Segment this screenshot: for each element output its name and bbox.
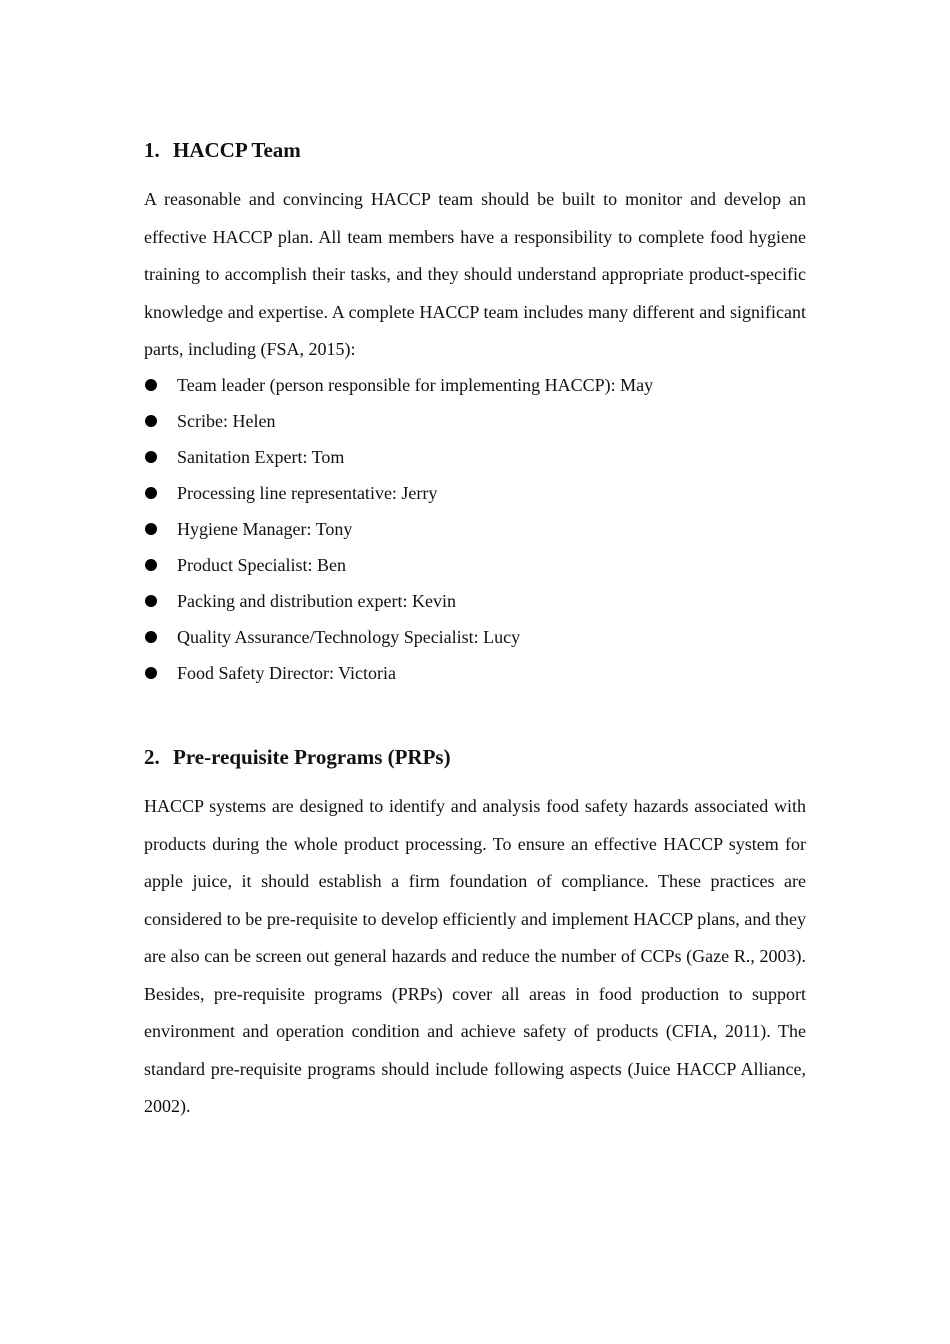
section-heading-haccp-team <box>144 137 301 163</box>
section-number: 1. <box>144 138 160 162</box>
list-item <box>144 619 806 655</box>
list-item-label: Quality Assurance/Technology Specialist: Lucy <box>177 627 521 647</box>
bullet-icon <box>145 379 157 391</box>
section-paragraph: HACCP systems are designed to identify and analysis food safety hazards associated with products during the whole product processing. To ensure an effective HACCP system for apple juice, it should establish a firm foundation of compliance. These practices are considered to be pre-requisite to develop efficiently and implement HACCP plans, and they are also can be screen out general hazards and reduce the number of CCPs (Gaze R., 2003). Besides, pre-requisite programs (PRPs) cover all areas in food production to support environment and operation condition and achieve safety of products (CFIA, 2011). The standard pre-requisite programs should include following aspects (Juice HACCP Alliance, 2002). <box>144 796 806 1116</box>
list-item-label: Processing line representative: Jerry <box>177 483 438 503</box>
list-item <box>144 511 806 547</box>
list-item-label: Scribe: Helen <box>177 411 276 431</box>
list-item <box>144 655 806 691</box>
list-item <box>144 367 806 403</box>
list-item-label: Team leader (person responsible for implementing HACCP): May <box>177 375 654 395</box>
list-item <box>144 547 806 583</box>
list-item <box>144 439 806 475</box>
list-item-label: Product Specialist: Ben <box>177 555 346 575</box>
bullet-icon <box>145 451 157 463</box>
section-title: HACCP Team <box>173 138 301 162</box>
list-item-label: Packing and distribution expert: Kevin <box>177 591 456 611</box>
list-item-label: Sanitation Expert: Tom <box>177 447 345 467</box>
list-item <box>144 403 806 439</box>
bullet-icon <box>145 415 157 427</box>
section-heading-prps <box>144 744 451 770</box>
bullet-icon <box>145 595 157 607</box>
bullet-icon <box>145 667 157 679</box>
list-item-label: Hygiene Manager: Tony <box>177 519 353 539</box>
list-item-label: Food Safety Director: Victoria <box>177 663 397 683</box>
section-title: Pre-requisite Programs (PRPs) <box>173 745 451 769</box>
team-member-list <box>144 367 806 691</box>
bullet-icon <box>145 487 157 499</box>
section-number: 2. <box>144 745 160 769</box>
section-paragraph: A reasonable and convincing HACCP team should be built to monitor and develop an effective HACCP plan. All team members have a responsibility to complete food hygiene training to accomplish their tasks, and they should understand appropriate product-specific knowledge and expertise. A complete HACCP team includes many different and significant parts, including (FSA, 2015): <box>144 189 806 359</box>
list-item <box>144 583 806 619</box>
list-item <box>144 475 806 511</box>
bullet-icon <box>145 523 157 535</box>
bullet-icon <box>145 559 157 571</box>
bullet-icon <box>145 631 157 643</box>
